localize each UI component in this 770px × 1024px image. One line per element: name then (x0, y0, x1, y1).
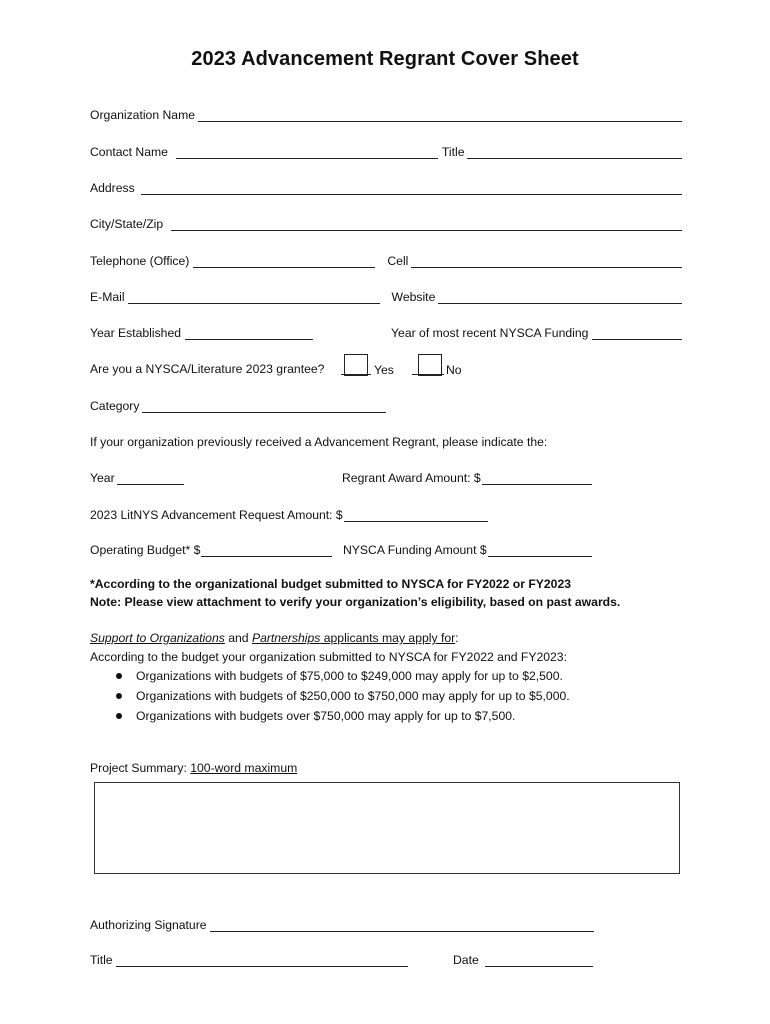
list-item (108, 666, 570, 686)
budget-tier-list (108, 666, 570, 726)
email-row (90, 288, 682, 304)
phone-row (90, 252, 682, 268)
summary-label-text: Project Summary: (90, 761, 191, 775)
regrant-amount-field[interactable] (482, 472, 592, 485)
nysca-funding-label: NYSCA Funding Amount $ (343, 543, 487, 557)
support-intro: According to the budget your organization submitted to NYSCA for FY2022 and FY2023: (90, 650, 567, 664)
city-field[interactable] (171, 218, 682, 231)
regrant-amount-label: Regrant Award Amount: $ (342, 471, 481, 485)
operating-budget-field[interactable] (201, 544, 332, 557)
year-established-field[interactable] (185, 327, 313, 340)
address-field[interactable] (141, 182, 682, 195)
prev-year-row (90, 469, 184, 485)
applicants-text: applicants may apply for (320, 631, 456, 645)
yes-option[interactable] (341, 354, 394, 377)
org-name-row (90, 106, 682, 122)
org-name-label: Organization Name (90, 108, 195, 122)
prev-year-field[interactable] (117, 472, 184, 485)
no-option[interactable] (412, 354, 462, 377)
email-field[interactable] (128, 291, 380, 304)
yes-underline (341, 374, 371, 375)
category-label: Category (90, 399, 140, 413)
operating-budget-row (90, 541, 332, 557)
regrant-amount-row (342, 469, 592, 485)
partnerships-text: Partnerships (251, 631, 321, 645)
org-name-field[interactable] (198, 109, 682, 122)
yes-checkbox[interactable] (344, 354, 368, 376)
nysca-funding-row (343, 541, 592, 557)
yes-label: Yes (374, 363, 394, 377)
no-label: No (446, 363, 462, 377)
bullet-icon (116, 693, 122, 699)
signature-field[interactable] (210, 919, 594, 932)
request-amount-field[interactable] (344, 509, 488, 522)
support-and-text: and (224, 631, 252, 645)
contact-title-field[interactable] (467, 146, 682, 159)
prev-year-label: Year (90, 471, 115, 485)
city-row (90, 215, 682, 231)
project-summary-box[interactable] (94, 782, 680, 874)
contact-title-label: Title (441, 145, 465, 159)
no-checkbox[interactable] (418, 354, 442, 376)
sig-title-label: Title (90, 953, 113, 967)
bullet-icon (116, 673, 122, 679)
website-label: Website (391, 290, 436, 304)
bullet-text: Organizations with budgets over $750,000 may apply for up to $7,500. (136, 709, 516, 723)
sig-title-field[interactable] (116, 954, 408, 967)
cell-field[interactable] (411, 255, 682, 268)
year-funding-field[interactable] (592, 327, 682, 340)
year-established-label: Year Established (90, 326, 182, 340)
date-label: Date (453, 953, 479, 967)
eligibility-note: Note: Please view attachment to verify your organization’s eligibility, based on past awards. (90, 595, 621, 609)
category-field[interactable] (142, 400, 386, 413)
website-field[interactable] (438, 291, 682, 304)
contact-name-field[interactable] (176, 146, 438, 159)
nysca-funding-field[interactable] (488, 544, 592, 557)
telephone-field[interactable] (193, 255, 375, 268)
year-funding-label: Year of most recent NYSCA Funding (391, 326, 589, 340)
signature-label: Authorizing Signature (90, 918, 207, 932)
bullet-text: Organizations with budgets of $250,000 to $750,000 may apply for up to $5,000. (136, 689, 570, 703)
prev-regrant-intro: If your organization previously received a Advancement Regrant, please indicate the: (90, 435, 548, 449)
support-orgs-text: Support to Organizations (90, 631, 225, 645)
city-label: City/State/Zip (90, 217, 164, 231)
bullet-text: Organizations with budgets of $75,000 to $249,000 may apply for up to $2,500. (136, 669, 563, 683)
contact-row (90, 143, 682, 159)
email-label: E-Mail (90, 290, 125, 304)
page-title: 2023 Advancement Regrant Cover Sheet (191, 48, 579, 70)
list-item (108, 686, 570, 706)
summary-limit-text: 100-word maximum (190, 761, 298, 775)
cell-label: Cell (387, 254, 409, 268)
no-underline (412, 374, 444, 375)
colon-text: : (455, 631, 459, 645)
request-amount-row (90, 506, 488, 522)
contact-name-label: Contact Name (90, 145, 168, 159)
category-row (90, 397, 386, 413)
support-heading (90, 631, 459, 645)
year-row (90, 324, 682, 340)
budget-footnote: *According to the organizational budget submitted to NYSCA for FY2022 or FY2023 (90, 577, 572, 591)
signature-row (90, 916, 594, 932)
operating-budget-label: Operating Budget* $ (90, 543, 201, 557)
address-label: Address (90, 181, 135, 195)
bullet-icon (116, 713, 122, 719)
list-item (108, 706, 570, 726)
date-row (453, 951, 593, 967)
date-field[interactable] (485, 954, 593, 967)
address-row (90, 179, 682, 195)
request-amount-label: 2023 LitNYS Advancement Request Amount: $ (90, 508, 343, 522)
telephone-label: Telephone (Office) (90, 254, 190, 268)
grantee-question: Are you a NYSCA/Literature 2023 grantee? (90, 362, 325, 376)
sig-title-row (90, 951, 408, 967)
project-summary-label (90, 761, 297, 775)
